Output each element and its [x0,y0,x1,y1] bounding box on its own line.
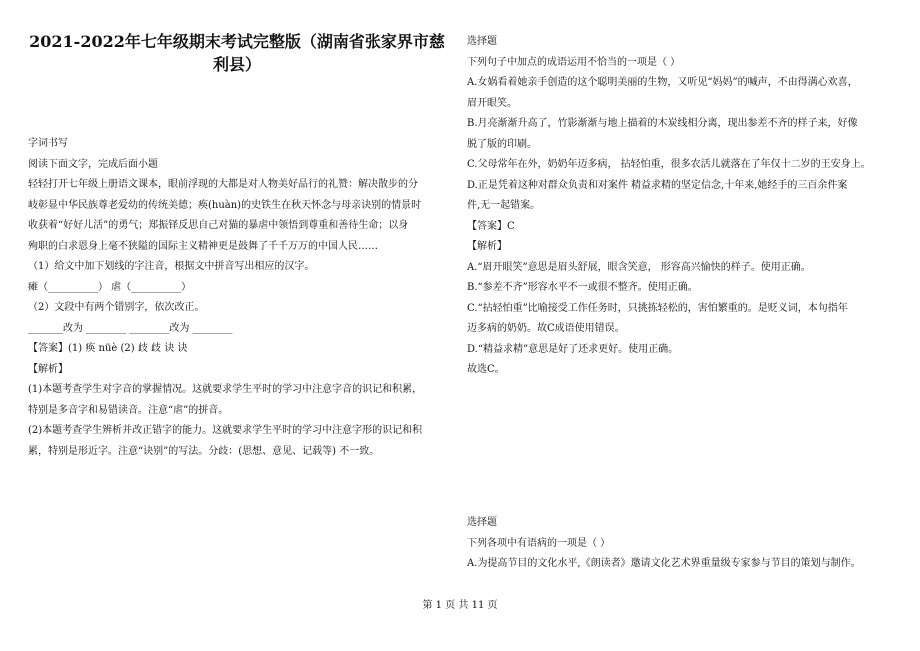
title-line-1: 2021-2022年七年级期末考试完整版（湖南省张家界市慈 [29,32,445,51]
text-line: C.“拈轻怕重”比喻接受工作任务时，只挑拣轻松的，害怕繁重的。是贬义词，本句指年 [467,302,848,314]
text-line: 瘫（__________） 虐（__________） [28,281,192,293]
text-line: 阅读下面文字，完成后面小题 [28,158,158,170]
analysis-heading: 【解析】 [28,363,68,375]
document-title [22,30,452,76]
section-heading: 字词书写 [28,138,68,149]
text-line: (1)本题考查学生对字音的掌握情况。这就要求学生平时的学习中注意字音的识记和积累， [28,384,423,395]
option-a-cont: 眉开眼笑。 [467,97,517,109]
option-b-cont: 脱了版的印刷。 [467,138,537,150]
text-line: 收获着“好好儿活”的勇气；郑振铎反思自己对猫的暴虐中领悟到尊重和善待生命；以身 [28,220,409,231]
option-d: D.正是凭着这种对群众负责和对案件 精益求精的坚定信念,十年来,她经手的三百余件案 [467,179,848,191]
text-line: A.“眉开眼笑”意思是眉头舒展，眼含笑意， 形容高兴愉快的样子。使用正确。 [467,261,811,273]
option-a: A.女娲看着她亲手创造的这个聪明美丽的生物，又听见“妈妈”的喊声，不由得满心欢喜， [467,77,858,88]
text-line: 累，特别是形近字。注意“诀别”的写法。分歧：(思想、意见、记载等) 不一致。 [28,445,380,457]
option-a: A.为提高节目的文化水平,《朗读者》邀请文化艺术界重量级专家参与节目的策划与制作。 [467,558,861,569]
answer-line: 【答案】(1) 痪 nüè (2) 歧 歧 诀 诀 [28,343,188,354]
right-column-question-1 [467,32,897,381]
answer-line: 【答案】C [467,220,515,232]
text-line: (2)本题考查学生辨析并改正错字的能力。这就要求学生平时的学习中注意字形的识记和积 [28,425,423,436]
text-line: 特别是多音字和易错读音。注意“虐”的拼音。 [28,404,229,416]
question-stem: 下列各项中有语病的一项是（ ） [467,537,611,549]
text-line: 故选C。 [467,364,505,375]
right-column-question-2 [467,513,897,575]
option-b: B.月亮渐渐升高了，竹影渐渐与地上描着的木炭线相分离，现出参差不齐的样子来，好像 [467,118,858,129]
section-heading: 选择题 [467,36,497,47]
text-line: 轻轻打开七年级上册语文课本，眼前浮现的大都是对人物美好品行的礼赞：解决散步的分 [28,179,418,190]
text-line: B.“参差不齐”形容水平不一或很不整齐。使用正确。 [467,282,698,293]
text-line: _______改为 ________ ________改为 ________ [28,322,233,334]
analysis-heading: 【解析】 [467,241,507,252]
text-line: （2）文段中有两个错别字，依次改正。 [28,302,205,313]
section-heading: 选择题 [467,517,497,528]
left-column [28,134,458,462]
page-footer: 第 1 页 共 11 页 [422,600,498,611]
text-line: D.“精益求精”意思是好了还求更好。使用正确。 [467,343,679,355]
question-stem: 下列句子中加点的成语运用不恰当的一项是（ ） [467,56,681,68]
option-d-cont: 件,无一起错案。 [467,200,541,211]
title-line-2: 利县） [212,55,261,74]
text-line: （1）给文中加下划线的字注音，根据文中拼音写出相应的汉字。 [28,261,315,272]
text-line: 迈多病的奶奶。故C成语使用错误。 [467,323,625,334]
option-c: C.父母常年在外，奶奶年迈多病， 拈轻怕重，很多农活儿就落在了年仅十二岁的王安身上。 [467,159,871,170]
text-line: 殉职的白求恩身上毫不狭隘的国际主义精神更是鼓舞了千千万万的中国人民…… [28,240,378,252]
text-line: 岐彰显中华民族尊老爱幼的传统美德；痪(huàn)的史铁生在秋天怀念与母亲诀别的情景时 [28,199,422,211]
